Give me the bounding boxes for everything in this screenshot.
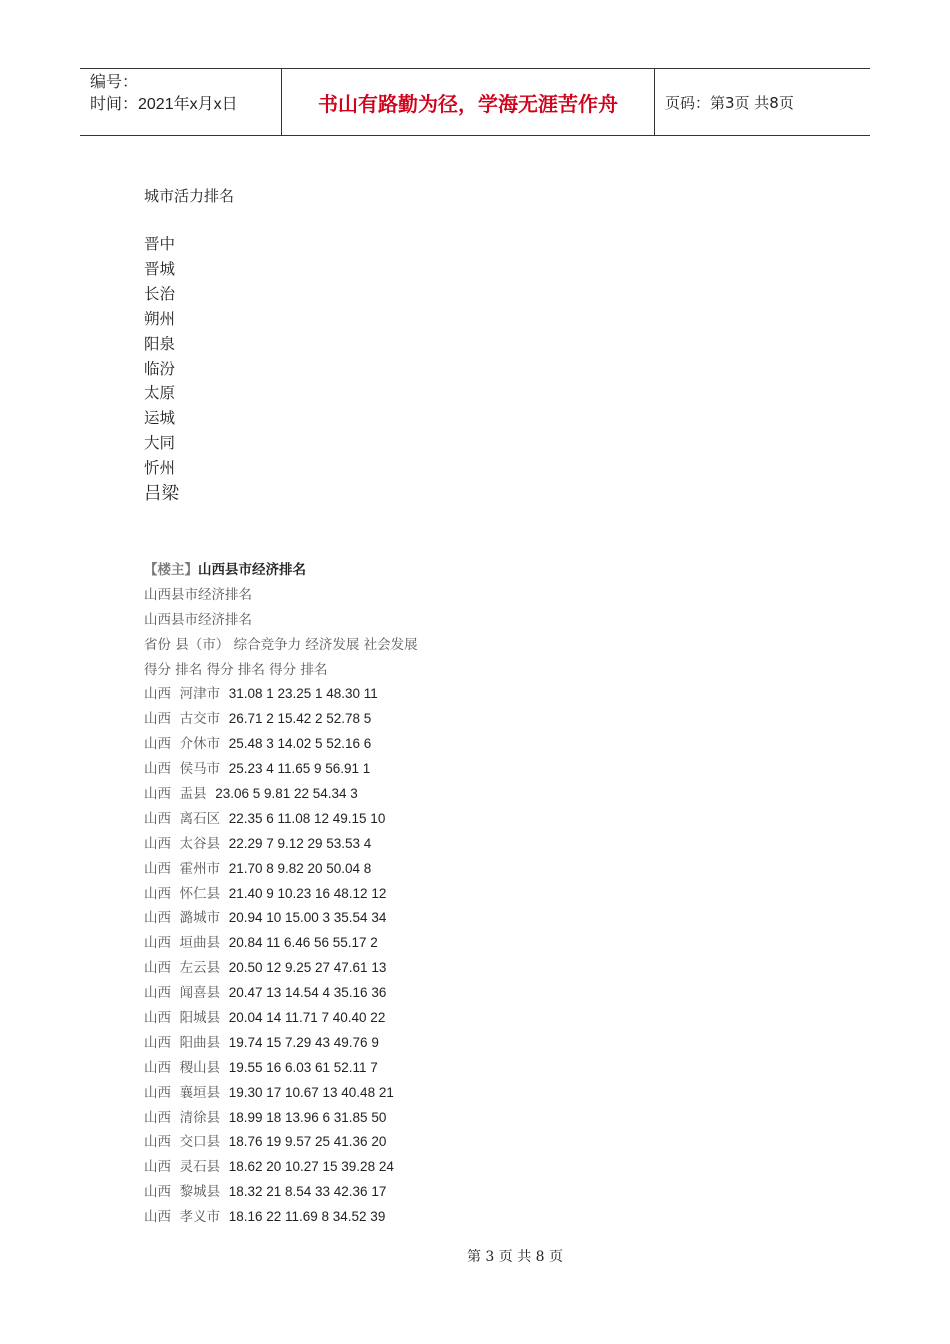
table-row — [144, 906, 844, 931]
city-item: 运城 — [144, 409, 176, 428]
table-row — [144, 956, 844, 981]
row-values: 25.48 3 14.02 5 52.16 6 — [228, 736, 372, 752]
city-item: 忻州 — [144, 459, 176, 478]
row-province: 山西 — [144, 810, 171, 827]
row-values: 22.35 6 11.08 12 49.15 10 — [228, 810, 386, 826]
row-values: 23.06 5 9.81 22 54.34 3 — [215, 786, 358, 802]
ranking-rows — [144, 682, 844, 1230]
row-province: 山西 — [144, 786, 171, 803]
row-province: 山西 — [144, 985, 171, 1002]
row-county: 介休市 — [179, 736, 221, 753]
row-values: 18.32 21 8.54 33 42.36 17 — [228, 1184, 387, 1200]
table-row — [144, 732, 844, 757]
table-row — [144, 931, 844, 956]
table-row — [144, 1031, 844, 1056]
table-subheader-row: 得分 排名 得分 排名 得分 排名 — [144, 661, 328, 678]
table-row — [144, 1155, 844, 1180]
row-province: 山西 — [144, 711, 171, 728]
row-province: 山西 — [144, 1059, 171, 1076]
row-county: 河津市 — [179, 686, 221, 703]
row-values: 18.62 20 10.27 15 39.28 24 — [228, 1159, 394, 1175]
header-page-info: 页码：第3页 共8页 — [665, 93, 794, 112]
row-values: 20.84 11 6.46 56 55.17 2 — [228, 935, 378, 951]
row-values: 19.74 15 7.29 43 49.76 9 — [228, 1034, 379, 1050]
row-province: 山西 — [144, 1159, 171, 1176]
page-header — [80, 68, 870, 136]
table-row — [144, 1056, 844, 1081]
time-label: 时间：2021年x月x日 — [90, 96, 238, 113]
row-county: 阳城县 — [179, 1010, 221, 1027]
table-row — [144, 1205, 844, 1230]
row-county: 襄垣县 — [179, 1084, 221, 1101]
row-values: 19.30 17 10.67 13 40.48 21 — [228, 1084, 394, 1100]
row-county: 霍州市 — [179, 860, 221, 877]
row-values: 31.08 1 23.25 1 48.30 11 — [228, 686, 378, 702]
table-row — [144, 1106, 844, 1131]
row-county: 侯马市 — [179, 761, 221, 778]
header-meta — [80, 69, 282, 135]
post-tag: 【楼主】 — [144, 562, 198, 578]
table-row — [144, 882, 844, 907]
row-county: 怀仁县 — [179, 885, 221, 902]
row-values: 26.71 2 15.42 2 52.78 5 — [228, 711, 372, 727]
row-values: 18.99 18 13.96 6 31.85 50 — [228, 1109, 387, 1125]
city-item: 太原 — [144, 384, 176, 403]
row-values: 25.23 4 11.65 9 56.91 1 — [228, 761, 371, 777]
table-row — [144, 782, 844, 807]
row-county: 阳曲县 — [179, 1034, 221, 1051]
table-row — [144, 832, 844, 857]
city-item: 晋中 — [144, 235, 176, 253]
row-county: 稷山县 — [179, 1059, 221, 1076]
table-row — [144, 707, 844, 732]
city-item: 阳泉 — [144, 334, 176, 353]
table-row — [144, 1081, 844, 1106]
row-province: 山西 — [144, 835, 171, 852]
table-row — [144, 682, 844, 707]
row-province: 山西 — [144, 1034, 171, 1051]
row-county: 清徐县 — [179, 1109, 221, 1126]
row-values: 21.70 8 9.82 20 50.04 8 — [228, 860, 372, 876]
row-province: 山西 — [144, 860, 171, 877]
table-row — [144, 857, 844, 882]
row-county: 太谷县 — [179, 835, 221, 852]
code-label: 编号： — [90, 74, 139, 91]
post-title: 山西县市经济排名 — [198, 562, 306, 578]
row-values: 22.29 7 9.12 29 53.53 4 — [228, 835, 372, 851]
row-province: 山西 — [144, 686, 171, 703]
row-county: 离石区 — [179, 810, 221, 827]
row-county: 黎城县 — [179, 1184, 221, 1201]
city-item: 晋城 — [144, 259, 176, 278]
row-county: 垣曲县 — [179, 935, 221, 952]
row-province: 山西 — [144, 885, 171, 902]
table-row — [144, 757, 844, 782]
economy-section — [144, 558, 844, 1230]
row-values: 18.76 19 9.57 25 41.36 20 — [228, 1134, 387, 1150]
row-province: 山西 — [144, 1209, 171, 1226]
row-values: 20.04 14 11.71 7 40.40 22 — [228, 1010, 386, 1026]
page-footer: 第 3 页 共 8 页 — [466, 1249, 564, 1265]
row-county: 盂县 — [179, 786, 207, 803]
row-county: 左云县 — [179, 960, 221, 977]
table-row — [144, 981, 844, 1006]
row-county: 闻喜县 — [179, 985, 221, 1002]
table-row — [144, 1180, 844, 1205]
row-province: 山西 — [144, 736, 171, 753]
table-row — [144, 1130, 844, 1155]
row-province: 山西 — [144, 761, 171, 778]
table-row — [144, 807, 844, 832]
row-values: 18.16 22 11.69 8 34.52 39 — [228, 1209, 386, 1225]
row-province: 山西 — [144, 1010, 171, 1027]
economy-title: 山西县市经济排名 — [144, 611, 252, 628]
row-province: 山西 — [144, 1184, 171, 1201]
city-item: 临汾 — [144, 359, 176, 378]
city-item: 大同 — [144, 434, 176, 453]
row-province: 山西 — [144, 960, 171, 977]
row-county: 灵石县 — [179, 1159, 221, 1176]
row-county: 交口县 — [179, 1134, 221, 1151]
row-province: 山西 — [144, 935, 171, 952]
row-province: 山西 — [144, 1109, 171, 1126]
table-row — [144, 1006, 844, 1031]
row-province: 山西 — [144, 1084, 171, 1101]
header-motto: 书山有路勤为径，学海无涯苦作舟 — [282, 69, 655, 135]
city-item: 长治 — [144, 284, 176, 303]
vitality-section — [144, 184, 844, 507]
row-county: 孝义市 — [179, 1209, 221, 1226]
table-header-row: 省份 县（市） 综合竞争力 经济发展 社会发展 — [144, 636, 418, 653]
city-item: 朔州 — [144, 309, 176, 328]
row-county: 古交市 — [179, 711, 221, 728]
row-values: 20.47 13 14.54 4 35.16 36 — [228, 985, 387, 1001]
city-list — [144, 232, 844, 507]
row-values: 21.40 9 10.23 16 48.12 12 — [228, 885, 387, 901]
row-province: 山西 — [144, 1134, 171, 1151]
row-values: 20.50 12 9.25 27 47.61 13 — [228, 960, 387, 976]
row-values: 19.55 16 6.03 61 52.11 7 — [228, 1059, 378, 1075]
post-heading — [144, 558, 844, 583]
row-province: 山西 — [144, 910, 171, 927]
row-values: 20.94 10 15.00 3 35.54 34 — [228, 910, 387, 926]
city-item: 吕梁 — [144, 484, 179, 505]
economy-title: 山西县市经济排名 — [144, 586, 252, 603]
vitality-title: 城市活力排名 — [144, 187, 235, 205]
row-county: 潞城市 — [179, 910, 221, 927]
